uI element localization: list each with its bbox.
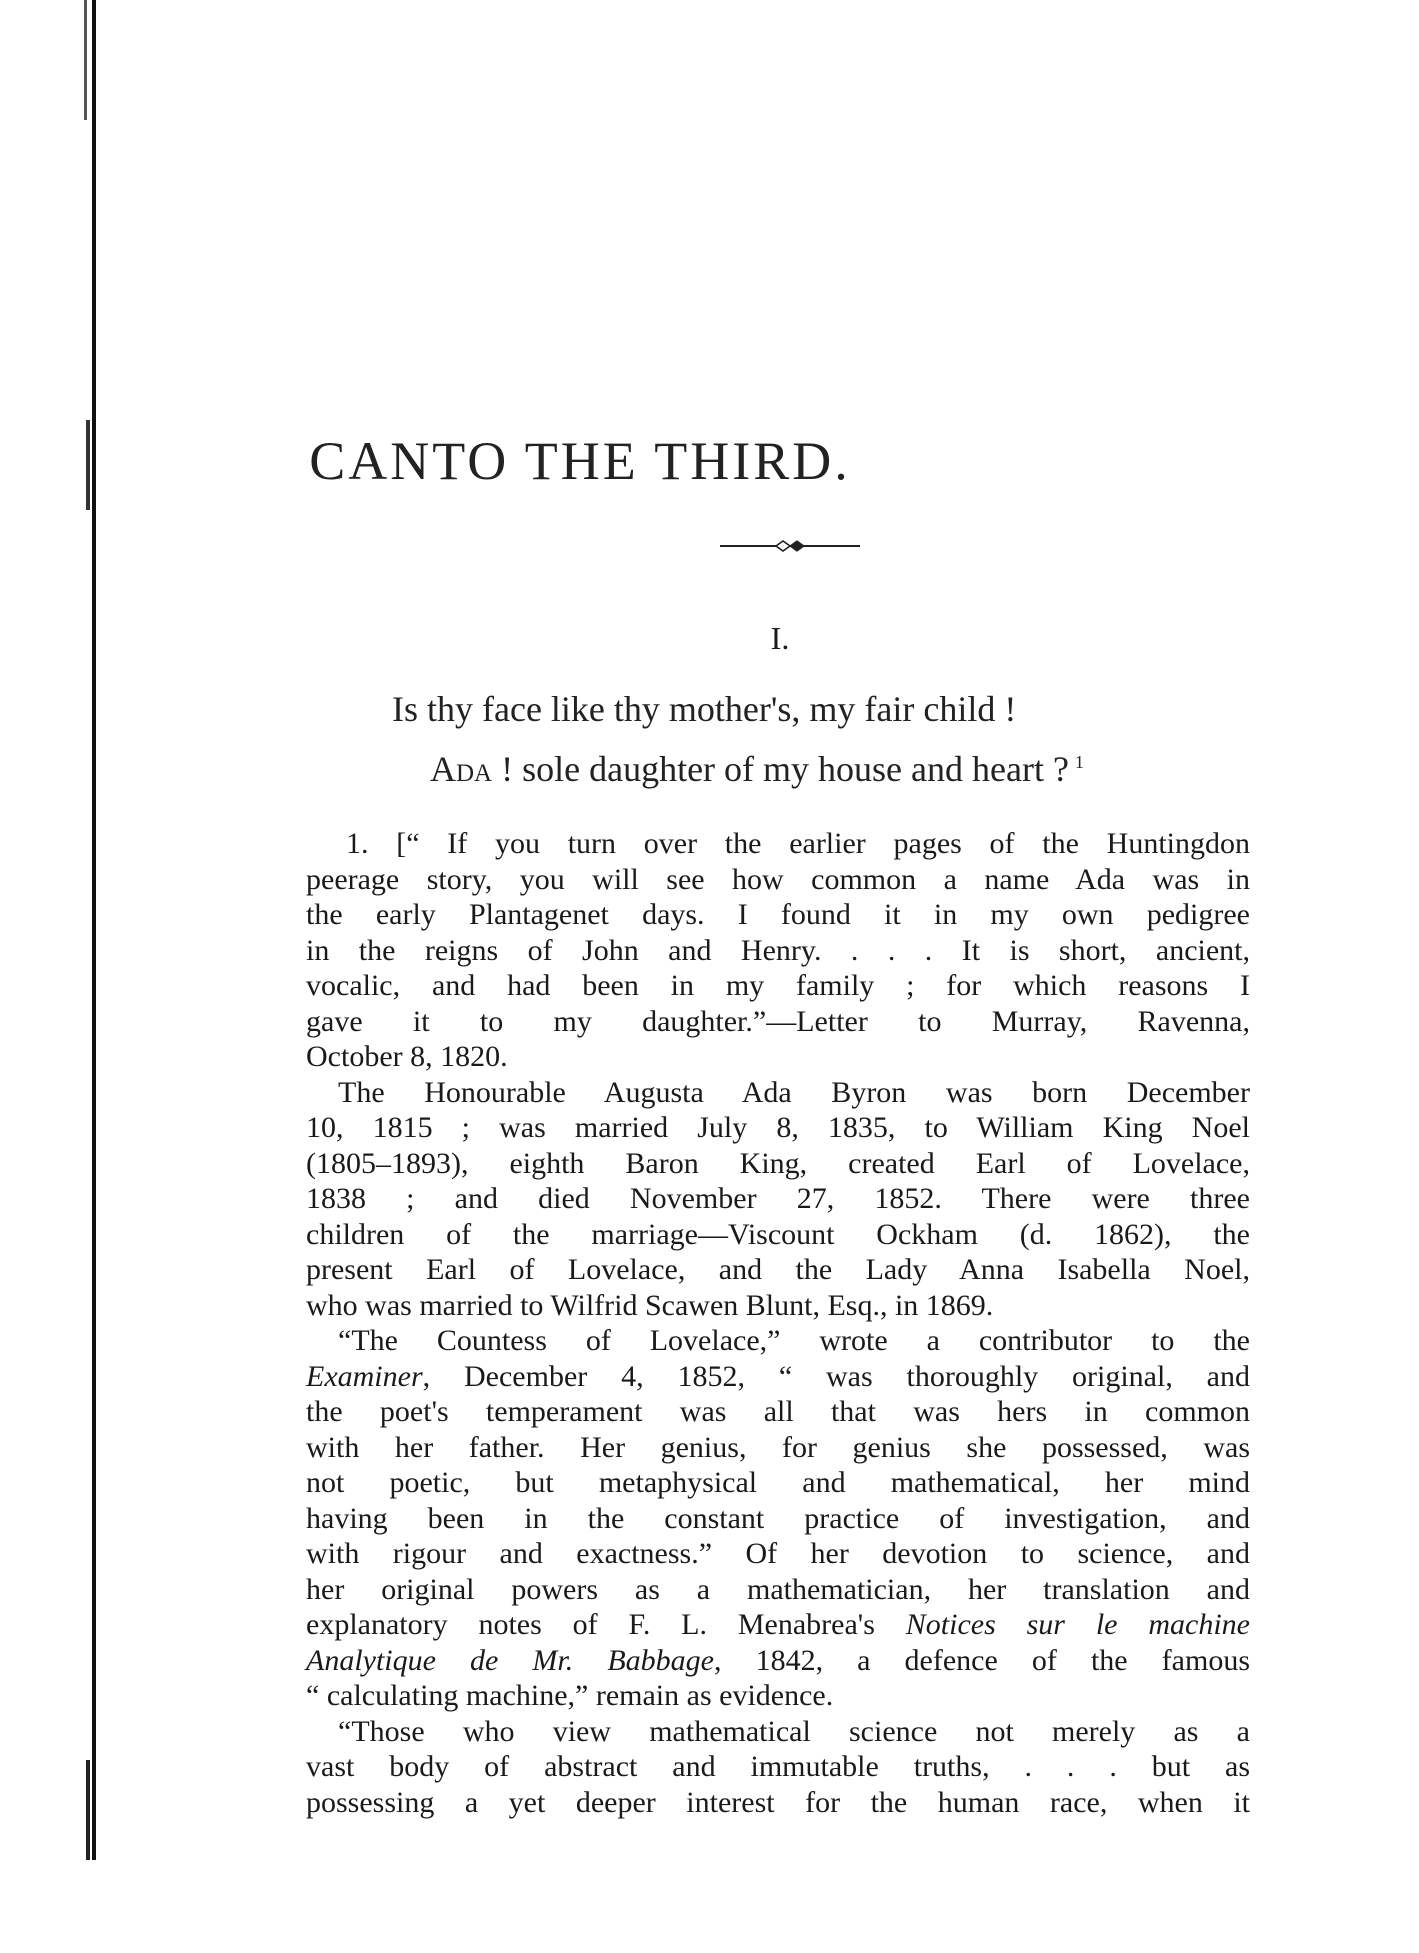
note-line: (1805–1893), eighth Baron King, created Earl of Lovelace,	[306, 1146, 1250, 1180]
verse-ada: Ada	[430, 749, 493, 789]
canto-title: CANTO THE THIRD.	[309, 431, 851, 491]
examiner-title: Examiner	[306, 1359, 423, 1393]
note-line: not poetic, but metaphysical and mathematical, her mind	[306, 1466, 1250, 1499]
note-line: “Those who view mathematical science not merely as a	[338, 1714, 1250, 1748]
note-line: October 8, 1820.	[306, 1040, 508, 1073]
binding-shadow	[86, 1760, 90, 1860]
note-line: vast body of abstract and immutable truths, . . . but as	[306, 1750, 1250, 1783]
stanza-number: I.	[770, 620, 790, 656]
note-line: with her father. Her genius, for genius she possessed, was	[306, 1430, 1250, 1464]
note-paragraph-3	[306, 1323, 1250, 1714]
binding-edge	[92, 0, 96, 1860]
footnote-ref: 1	[1074, 752, 1084, 772]
babbage-title: Analytique de Mr. Babbage	[306, 1643, 714, 1677]
note-line: “The Countess of Lovelace,” wrote a contributor to the	[338, 1324, 1250, 1357]
verse-line-1: Is thy face like thy mother's, my fair child !	[392, 689, 1017, 729]
note-line: children of the marriage—Viscount Ockham (d. 1862), the	[306, 1217, 1250, 1251]
verse-line-2-text: ! sole daughter of my house and heart ?	[492, 749, 1069, 789]
note-text: , December 4, 1852, “ was thoroughly original, and	[422, 1359, 1250, 1393]
note-paragraph-1	[306, 826, 1250, 1075]
note-line: vocalic, and had been in my family ; for which reasons I	[306, 969, 1250, 1002]
note-line: peerage story, you will see how common a name Ada was in	[306, 862, 1250, 896]
note-line: with rigour and exactness.” Of her devotion to science, and	[306, 1537, 1250, 1570]
note-line: gave it to my daughter.”—Letter to Murray, Ravenna,	[306, 1004, 1250, 1038]
note-text: explanatory notes of F. L. Menabrea's	[306, 1608, 906, 1641]
note-line: possessing a yet deeper interest for the human race, when it	[306, 1785, 1250, 1819]
note-line	[306, 1643, 1250, 1679]
note-line: The Honourable Augusta Ada Byron was born December	[338, 1075, 1250, 1109]
note-line	[306, 1607, 1250, 1643]
note-paragraph-4	[306, 1714, 1250, 1821]
note-line: having been in the constant practice of investigation, and	[306, 1501, 1250, 1535]
note-line: “ calculating machine,” remain as evidence.	[306, 1679, 834, 1712]
menabrea-title: Notices sur le machine	[905, 1608, 1250, 1641]
binding-shadow	[84, 0, 87, 120]
note-line: in the reigns of John and Henry. . . . It is short, ancient,	[306, 933, 1250, 967]
verse-line-2	[430, 748, 1084, 790]
note-line: 10, 1815 ; was married July 8, 1835, to William King Noel	[306, 1111, 1250, 1144]
note-text: , 1842, a defence of the famous	[714, 1643, 1250, 1677]
note-line: who was married to Wilfrid Scawen Blunt, Esq., in 1869.	[306, 1288, 994, 1322]
note-line: the early Plantagenet days. I found it in my own pedigree	[306, 898, 1250, 931]
note-line: 1838 ; and died November 27, 1852. There were three	[306, 1182, 1250, 1215]
note-paragraph-2	[306, 1075, 1250, 1324]
note-line: her original powers as a mathematician, her translation and	[306, 1572, 1250, 1606]
note-line: present Earl of Lovelace, and the Lady Anna Isabella Noel,	[306, 1253, 1250, 1286]
note-line: 1. [“ If you turn over the earlier pages of the Huntingdon	[346, 827, 1250, 860]
note-line	[306, 1359, 1250, 1395]
footnote-block	[306, 826, 1250, 1820]
ornament-divider	[720, 538, 860, 554]
note-line: the poet's temperament was all that was hers in common	[306, 1395, 1250, 1428]
